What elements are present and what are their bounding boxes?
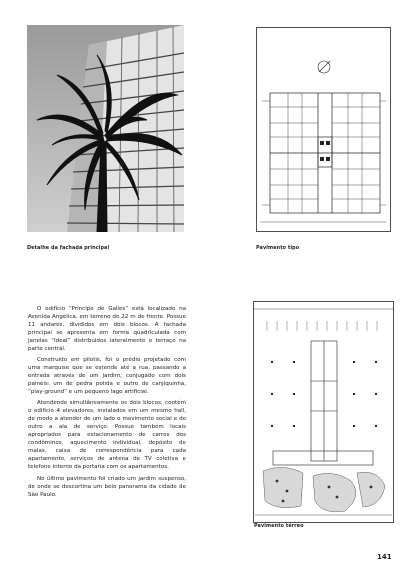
ground-floor-caption: Pavimento térreo bbox=[254, 523, 304, 529]
facade-caption: Detalhe da fachada principal bbox=[27, 245, 110, 251]
facade-photo bbox=[27, 25, 184, 232]
floor-plan-caption: Pavimento tipo bbox=[256, 245, 300, 251]
paragraph: O edifício “Príncipe de Galles” está localizado na Avenida Angélica, em terreno de 22 m de frente. Possue 11 andares, divididos em dois blocos. A fachada principal se apresenta em forma quadriculada com janelas “Ideal” distribuidos lateralmente e terraço na parte central. bbox=[28, 306, 186, 352]
ground-floor-plan bbox=[253, 301, 394, 523]
paragraph: Atendendo simultâneamente os dois blocos, contém o edifício 4 elevadores, instalados em um mesmo hall, de modo a atender de um lado o movimento social e do outro a ala de serviço. Possue também locais apropriados para estacionamento de carros dos condôminos, aquecimento individual, depósito de malas, caixa de correspondência para cada apartamento, serviços de antena de TV coletiva e telefone interno da portaria com os apartamentos. bbox=[28, 400, 186, 471]
page-number: 141 bbox=[377, 553, 392, 561]
article-body bbox=[28, 305, 186, 502]
typical-floor-plan bbox=[256, 27, 391, 232]
paragraph: Construido em pilotis, foi o prédio projetado com uma marquise que se estende até a rua, passando a entrada através de um jardim, conjugado com dois painéis: um de pedra polida e outro de canjiquinha, “play-ground” e um pequeno lago artificial. bbox=[28, 357, 186, 396]
paragraph: No último pavimento foi criado um jardim suspenso, de onde se descortina um belo panorama da cidade de São Paulo. bbox=[28, 475, 186, 498]
